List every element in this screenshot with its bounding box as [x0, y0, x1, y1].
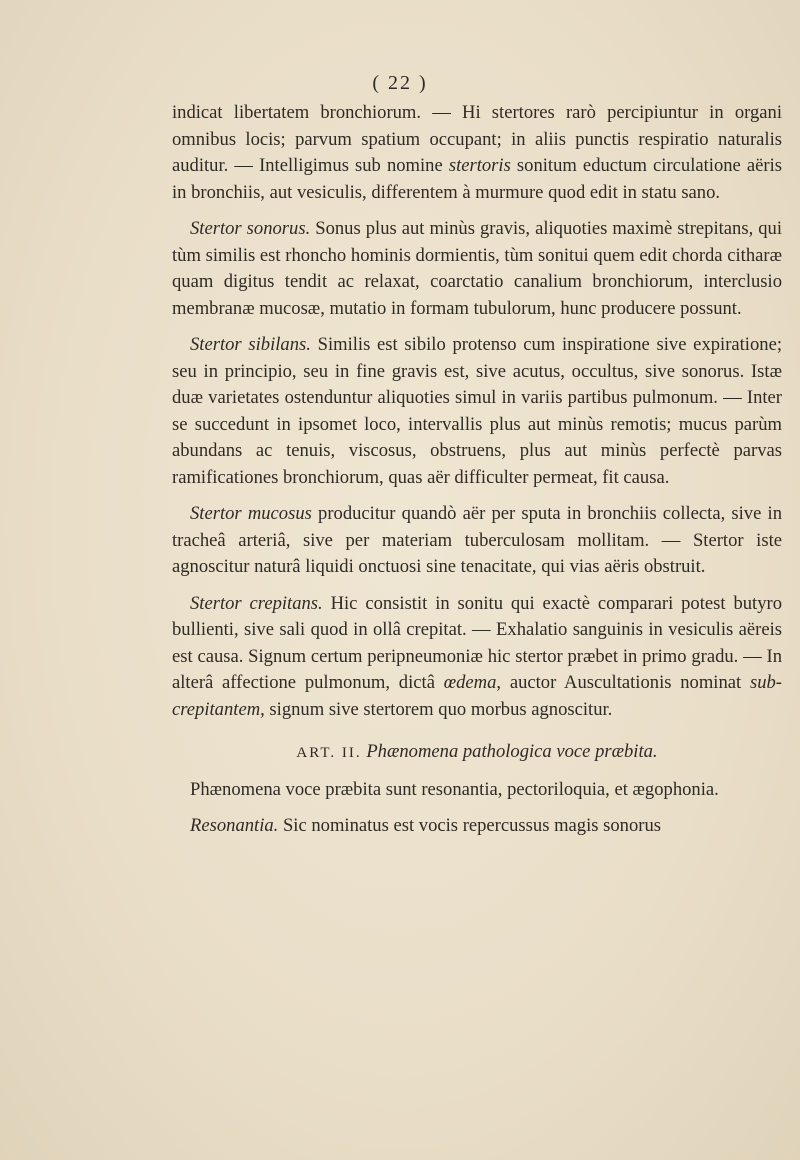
- text-run: sonitum eductum circulatione aëris in bronchiis, aut vesiculis, differentem à murmure quod edit in statu sano.: [172, 155, 783, 203]
- text-run: Similis est sibilo protenso cum inspiratione sive expiratione; seu in principio, seu in fine gravis est, sive acutus, occultus, sive sonorus. Istæ duæ varietates ostenduntur aliquoties simul in variis partibus pulmonum. — Inter se succedunt in ipsomet loco, intervallis plus aut minùs remotis; mucus parùm abundans ac tenuis, viscosus, obstruens, plus aut minùs perfectè parvas ramificationes bronchiorum, quas aër difficulter permeat, fit causa.: [172, 334, 782, 488]
- paragraph-stertor-sonorus: [172, 216, 782, 322]
- paragraph-resonantia: [172, 813, 782, 840]
- italic-term: stertoris: [448, 155, 511, 176]
- text-run: Sonus plus aut minùs gravis, aliquoties maximè strepitans, qui tùm similis est rhoncho hominis dormientis, tùm sonitui quem edit chorda citharæ quam digitus tendit ac relaxat, coarctatio canalium bronchiorum, interclusio membranæ mucosæ, mutatio in formam tubulorum, hunc producere possunt.: [172, 218, 783, 319]
- paragraph-1: [172, 100, 782, 206]
- text-run: indicat libertatem bronchiorum. — Hi stertores rarò percipiuntur in organi omnibus locis; parvum spatium occupant; in aliis punctis respiratio naturalis auditur. — Intelligimus sub nomine: [172, 102, 782, 176]
- page-number: ( 22 ): [372, 72, 428, 94]
- italic-term: Stertor crepitans.: [190, 592, 323, 614]
- italic-term: Resonantia.: [190, 815, 279, 836]
- italic-term: œdema: [443, 672, 497, 693]
- text-run: producitur quandò aër per sputa in bronchiis collecta, sive in tracheâ arteriâ, sive per materiam tuberculosam mollitam. — Stertor iste agnoscitur naturâ liquidi onctuosi sine tenacitate, qui vias aëris obstruit.: [172, 503, 782, 577]
- article-title: Phænomena pathologica voce præbita.: [366, 741, 658, 762]
- text-run: , signum sive stertorem quo morbus agnoscitur.: [260, 698, 613, 720]
- italic-term: Stertor sonorus.: [190, 218, 311, 239]
- text-run: Hic consistit in sonitu qui exactè comparari potest butyro bullienti, sive sali quod in ollâ crepitat. — Exhalatio sanguinis in vesiculis aëreis est causa. Signum certum peripneumoniæ hic stertor præbet in primo gradu. — In alterâ affectione pulmonum, dictâ: [172, 592, 782, 693]
- article-label: ART. II.: [296, 745, 362, 761]
- paragraph-stertor-mucosus: [172, 501, 782, 581]
- italic-term: sub-crepitantem: [172, 672, 782, 720]
- page-text: [172, 100, 782, 840]
- paragraph-stertor-crepitans: [172, 591, 782, 724]
- section-heading: [172, 739, 782, 767]
- paragraph-phaenomena: Phænomena voce præbita sunt resonantia, pectoriloquia, et ægophonia.: [190, 778, 719, 800]
- text-run: Sic nominatus est vocis repercussus magis sonorus: [278, 815, 661, 836]
- text-run: , auctor Auscultationis nominat: [496, 672, 750, 693]
- italic-term: Stertor mucosus: [190, 503, 312, 524]
- paragraph-stertor-sibilans: [172, 332, 782, 491]
- italic-term: Stertor sibilans.: [190, 334, 311, 355]
